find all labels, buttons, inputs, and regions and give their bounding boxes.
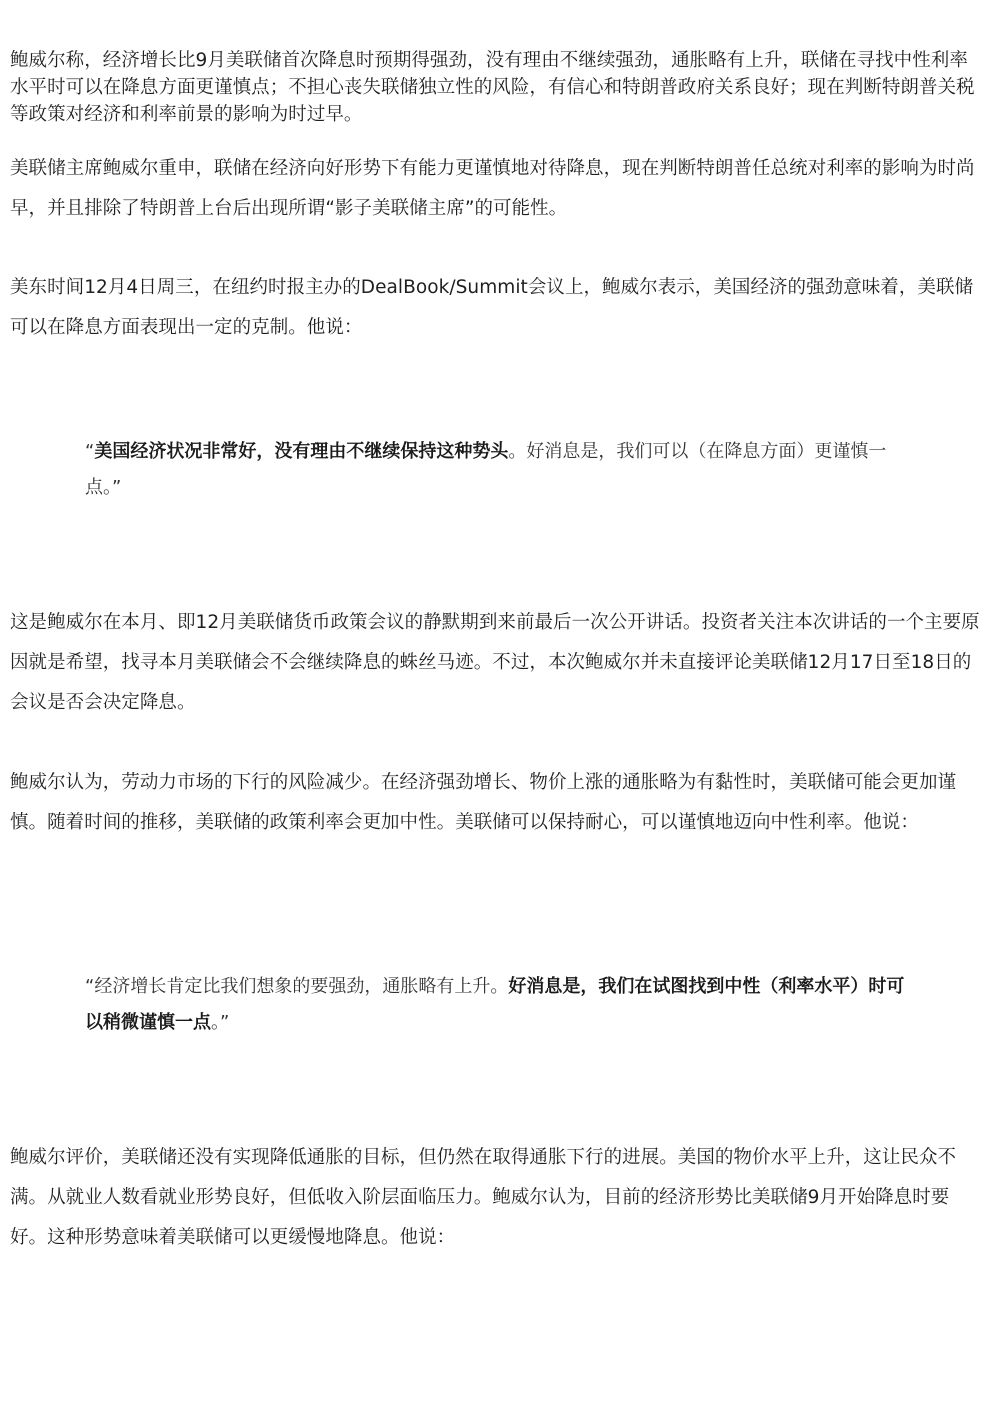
quote-rest-text: 。好消息是，我们可以（在降息方面）更谨慎一点。” <box>85 441 887 498</box>
paragraph-dealbook-summit: 美东时间12月4日周三，在纽约时报主办的DealBook/Summit会议上，鲍威尔表示，美国经济的强劲意味着，美联储可以在降息方面表现出一定的克制。他说： <box>10 277 974 338</box>
article-summary: 鲍威尔称，经济增长比9月美联储首次降息时预期得强劲，没有理由不继续强劲，通胀略有上升，联储在寻找中性利率水平时可以在降息方面更谨慎点；不担心丧失联储独立性的风险，有信心和特朗普政府关系良好；现在判断特朗普关税等政策对经济和利率前景的影响为时过早。 <box>10 50 975 125</box>
paragraph-reiteration: 美联储主席鲍威尔重申，联储在经济向好形势下有能力更谨慎地对待降息，现在判断特朗普任总统对利率的影响为时尚早，并且排除了特朗普上台后出现所谓“影子美联储主席”的可能性。 <box>10 158 975 219</box>
quote-close-mark: 。” <box>211 1012 230 1033</box>
quote-bold-text: 好消息是，我们在试图找到中性（利率水平）时可以稍微谨慎一点 <box>85 976 905 1033</box>
paragraph-labor-market: 鲍威尔认为，劳动力市场的下行的风险减少。在经济强劲增长、物价上涨的通胀略为有黏性时，美联储可能会更加谨慎。随着时间的推移，美联储的政策利率会更加中性。美联储可以保持耐心，可以谨慎地迈向中性利率。他说： <box>10 772 957 833</box>
paragraph-inflation-progress: 鲍威尔评价，美联储还没有实现降低通胀的目标，但仍然在取得通胀下行的进展。美国的物价水平上升，这让民众不满。从就业人数看就业形势良好，但低收入阶层面临压力。鲍威尔认为，目前的经济形势比美联储9月开始降息时要好。这种形势意味着美联储可以更缓慢地降息。他说： <box>10 1147 957 1248</box>
quote-neutral-rate <box>85 969 915 1041</box>
quote-economy-strong <box>85 434 915 506</box>
quote-plain-text: “经济增长肯定比我们想象的要强劲，通胀略有上升。 <box>85 976 509 997</box>
quote-bold-text: 美国经济状况非常好，没有理由不继续保持这种势头 <box>94 441 509 462</box>
paragraph-quiet-period: 这是鲍威尔在本月、即12月美联储货币政策会议的静默期到来前最后一次公开讲话。投资者关注本次讲话的一个主要原因就是希望，找寻本月美联储会不会继续降息的蛛丝马迹。不过，本次鲍威尔并未直接评论美联储12月17日至18日的会议是否会决定降息。 <box>10 612 980 713</box>
quote-open-mark: “ <box>85 441 95 462</box>
